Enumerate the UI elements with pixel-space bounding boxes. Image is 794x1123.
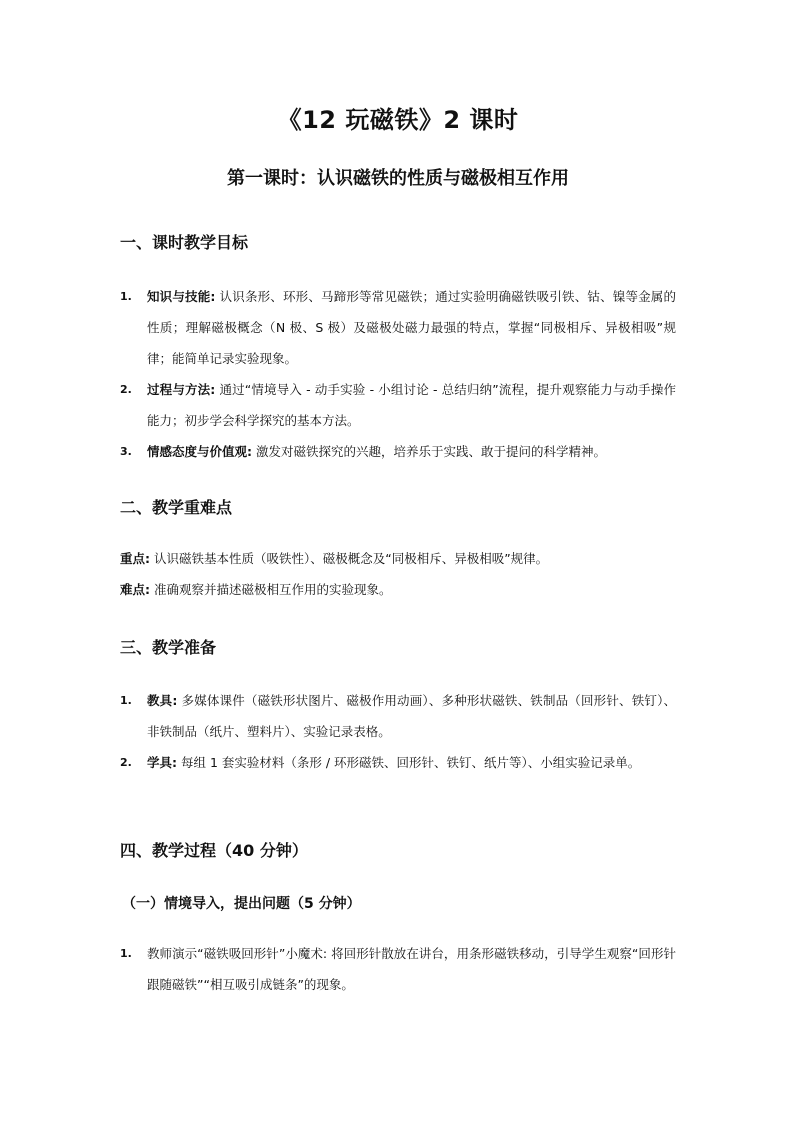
focus-paragraph — [120, 549, 676, 569]
focus-text: 认识磁铁基本性质（吸铁性）、磁极概念及“同极相斥、异极相吸”规律。 — [150, 551, 549, 566]
list-item — [120, 436, 676, 467]
item-text: 多媒体课件（磁铁形状图片、磁极作用动画）、多种形状磁铁、铁制品（回形针、铁钉）、非铁制品（纸片、塑料片）、实验记录表格。 — [147, 693, 676, 739]
difficulty-text: 准确观察并描述磁极相互作用的实验现象。 — [150, 582, 392, 597]
list-item — [120, 281, 676, 374]
item-label: 学具: — [147, 755, 177, 770]
goals-list — [120, 281, 676, 467]
item-text: 激发对磁铁探究的兴趣，培养乐于实践、敢于提问的科学精神。 — [252, 444, 606, 459]
section-heading-preparation: 三、教学准备 — [120, 638, 217, 657]
item-number: 2. — [120, 756, 132, 769]
item-number: 1. — [120, 947, 132, 960]
lesson-subtitle: 第一课时：认识磁铁的性质与磁极相互作用 — [227, 168, 569, 189]
difficulty-paragraph — [120, 580, 676, 600]
item-number: 1. — [120, 290, 132, 303]
item-text: 教师演示“磁铁吸回形针”小魔术: 将回形针散放在讲台，用条形磁铁移动，引导学生观察“回形针跟随磁铁”“相互吸引成链条”的现象。 — [147, 946, 676, 992]
item-label: 情感态度与价值观: — [147, 444, 252, 459]
list-item — [120, 685, 676, 747]
list-item — [120, 938, 676, 1000]
item-label: 教具: — [147, 693, 178, 708]
item-number: 1. — [120, 694, 132, 707]
document-title: 《12 玩磁铁》2 课时 — [277, 106, 519, 134]
section-heading-goals: 一、课时教学目标 — [120, 233, 249, 252]
item-label: 过程与方法: — [147, 382, 216, 397]
item-text: 认识条形、环形、马蹄形等常见磁铁；通过实验明确磁铁吸引铁、钴、镍等金属的性质；理解磁极概念（N 极、S 极）及磁极处磁力最强的特点，掌握“同极相斥、异极相吸”规律；能简单记录实验现象。 — [147, 289, 676, 366]
section-heading-key-points: 二、教学重难点 — [120, 498, 233, 517]
item-text: 每组 1 套实验材料（条形 / 环形磁铁、回形针、铁钉、纸片等）、小组实验记录单。 — [177, 755, 641, 770]
subsection-heading-intro: （一）情境导入，提出问题（5 分钟） — [122, 896, 361, 912]
section-heading-process: 四、教学过程（40 分钟） — [120, 841, 308, 860]
item-number: 2. — [120, 383, 132, 396]
focus-label: 重点: — [120, 551, 150, 566]
process-list — [120, 938, 676, 1000]
list-item — [120, 747, 676, 778]
preparation-list — [120, 685, 676, 778]
item-number: 3. — [120, 445, 132, 458]
difficulty-label: 难点: — [120, 582, 150, 597]
list-item — [120, 374, 676, 436]
item-label: 知识与技能: — [147, 289, 216, 304]
item-text: 通过“情境导入 - 动手实验 - 小组讨论 - 总结归纳”流程，提升观察能力与动手操作能力；初步学会科学探究的基本方法。 — [147, 382, 676, 428]
